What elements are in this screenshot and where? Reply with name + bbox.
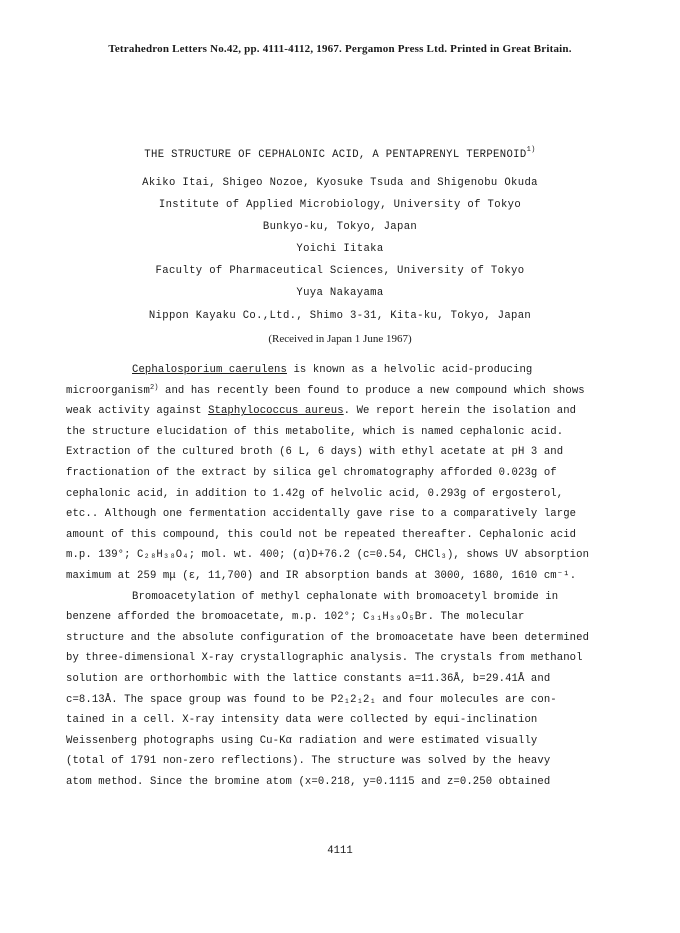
article-title [0,146,680,161]
body-line-9: amount of this compound, this could not be repeated thereafter. Cephalonic acid [66,528,577,541]
body-line-4: the structure elucidation of this metabolite, which is named cephalonic acid. [66,425,564,438]
body-line-10: m.p. 139°; C₂₈H₃₈O₄; mol. wt. 400; (α)D+76.2 (c=0.54, CHCl₃), shows UV absorption [66,549,590,562]
body-line-20: (total of 1791 non-zero reflections). The structure was solved by the heavy [66,755,551,768]
author-3: Yuya Nakayama [296,287,384,299]
body-line-3 [66,401,626,422]
body-text-span: and has recently been found to produce a new compound which shows [158,384,585,397]
body-line-1 [66,360,626,381]
bacterium-name: Staphylococcus aureus [208,405,344,418]
page-number: 4111 [327,845,353,857]
received-date: (Received in Japan 1 June 1967) [268,333,412,345]
body-line-14: structure and the absolute configuration of the bromoacetate have been determined [66,631,590,644]
body-text-span: microorganism [66,384,150,397]
body-line-15: by three-dimensional X-ray crystallographic analysis. The crystals from methanol [66,652,583,665]
affiliation-3: Nippon Kayaku Co.,Ltd., Shimo 3-31, Kita-ku, Tokyo, Japan [148,310,532,322]
affiliation-1: Institute of Applied Microbiology, University of Tokyo [158,199,522,211]
body-line-13: benzene afforded the bromoacetate, m.p. 102°; C₃₁H₃₉O₅Br. The molecular [66,611,525,624]
body-line-19: Weissenberg photographs using Cu-Kα radiation and were estimated visually [66,734,538,747]
body-line-8: etc.. Although one fermentation accidentally gave rise to a comparatively large [66,508,577,521]
body-line-12: Bromoacetylation of methyl cephalonate with bromoacetyl bromide in [132,590,559,603]
footnote-ref: 2) [149,383,159,392]
running-header: Tetrahedron Letters No.42, pp. 4111-4112, 1967. Pergamon Press Ltd. Printed in Great Britain. [108,43,572,55]
body-line-2 [66,381,626,402]
body-line-16: solution are orthorhombic with the lattice constants a=11.36Å, b=29.41Å and [66,672,551,685]
title-footnote-ref: 1) [526,146,536,154]
body-line-18: tained in a cell. X-ray intensity data were collected by equi-inclination [66,714,538,727]
body-line-17: c=8.13Å. The space group was found to be P2₁2₁2₁ and four molecules are con- [66,693,557,706]
authors-line: Akiko Itai, Shigeo Nozoe, Kyosuke Tsuda and Shigenobu Okuda [142,177,538,189]
author-2: Yoichi Iitaka [296,243,384,255]
title-text: THE STRUCTURE OF CEPHALONIC ACID, A PENTAPRENYL TERPENOID [144,149,527,161]
article-body [66,360,626,792]
body-text-span: is known as a helvolic acid-producing [286,364,533,376]
body-line-5: Extraction of the cultured broth (6 L, 6 days) with ethyl acetate at pH 3 and [66,446,564,459]
body-line-21: atom method. Since the bromine atom (x=0.218, y=0.1115 and z=0.250 obtained [66,775,551,788]
body-line-6: fractionation of the extract by silica gel chromatography afforded 0.023g of [66,466,557,479]
organism-name: Cephalosporium caerulens [132,364,287,376]
body-text-span: weak activity against [66,405,209,418]
body-text-span: . We report herein the isolation and [343,405,577,418]
affiliation-2: Faculty of Pharmaceutical Sciences, University of Tokyo [155,265,525,277]
body-line-11: maximum at 259 mμ (ε, 11,700) and IR absorption bands at 3000, 1680, 1610 cm⁻¹. [66,569,577,582]
body-line-7: cephalonic acid, in addition to 1.42g of helvolic acid, 0.293g of ergosterol, [66,487,564,500]
address-1: Bunkyo-ku, Tokyo, Japan [262,221,418,233]
